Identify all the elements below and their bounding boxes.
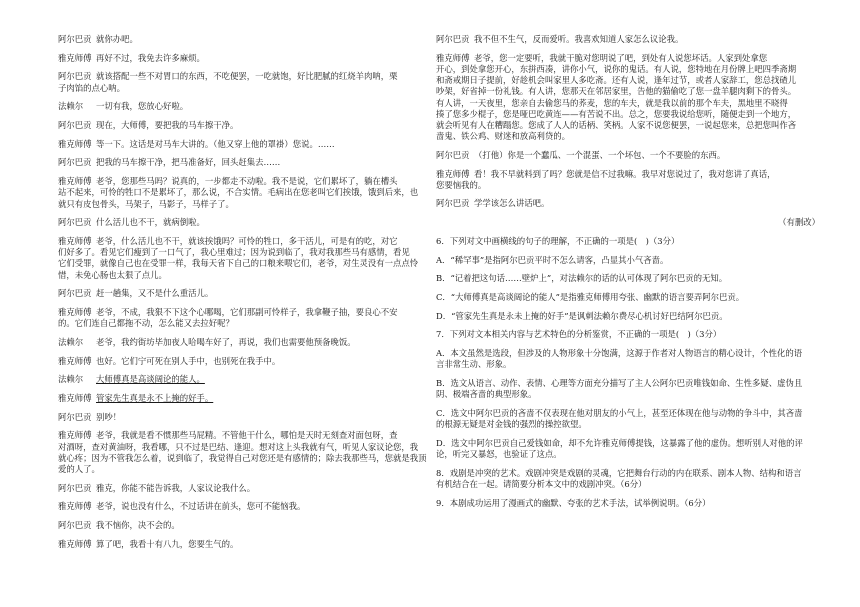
dialogue-paragraph (58, 53, 434, 64)
question-line: D．选文中阿尔巴贡自己爱钱如命，却不允许雅克师傅提钱，这暴露了他的虚伪。想听别人对他的评 (436, 437, 803, 448)
dialogue-line (58, 464, 434, 475)
dialogue-paragraph (58, 217, 434, 228)
dialogue-paragraph (58, 34, 434, 45)
dialogue-text: 们好多了。看见它们瘦到了一口气了，我心里难过；因为说到临了，我对我那些马有感情，看见 (58, 247, 410, 258)
question-line: 言非常生动、形象。 (436, 359, 512, 370)
speaker-name: 阿尔巴贡 (58, 520, 92, 531)
dialogue-line (58, 83, 434, 94)
dialogue-paragraph (58, 374, 434, 385)
dialogue-line (436, 131, 820, 142)
dialogue-text: 老爷，说也没有什么，不过话讲在前头，您可不能恼我。 (96, 501, 306, 512)
dialogue-text: 的。它们连自己都拖不动，怎么能又去拉好呢？ (58, 318, 234, 329)
speaker-name: 雅克师傅 (58, 138, 92, 149)
speaker-name: 阿尔巴贡 (58, 157, 92, 168)
dialogue-line (58, 139, 434, 150)
dialogue-text: 什么活儿也不干，就病倒啦。 (96, 217, 205, 228)
dialogue-paragraph (58, 139, 434, 150)
dialogue-paragraph (436, 169, 820, 191)
dialogue-text: 揍了您多少棍子，您是哑巴吃黄连——有苦说不出。总之，您要我说给您听，随便走到一个地方， (436, 108, 797, 119)
dialogue-text: 惜，未免心肠也太狠了点儿。 (58, 269, 167, 280)
dialogue-line (58, 307, 434, 318)
speaker-name: 法赖尔 (58, 336, 84, 347)
dialogue-line (58, 412, 434, 423)
question-line: C．“大师傅真是高谈阔论的能人”是指雅克师傅用夸张、幽默的语言要弄阿尔巴贡。 (436, 291, 745, 302)
right-column (436, 34, 820, 509)
speaker-name: 雅克师傅 (58, 538, 92, 549)
dialogue-text: 就该搭配一些不对胃口的东西，不吃便罢，一吃就饱，好比肥腻的红烧羊肉呐，栗 (96, 71, 398, 82)
speaker-name: 阿尔巴贡 (58, 288, 92, 299)
dialogue-line (58, 236, 434, 247)
dialogue-line (58, 187, 434, 198)
speaker-name: 阿尔巴贡 (436, 34, 470, 44)
question-item (436, 408, 820, 430)
dialogue-line (58, 453, 434, 464)
question-item (436, 273, 820, 284)
dialogue-paragraph (58, 412, 434, 423)
question-line: 论，听完又暴怒，也验证了这点。 (436, 448, 562, 459)
dialogue-paragraph (58, 157, 434, 168)
dialogue-line (58, 288, 434, 299)
dialogue-text: 老爷，我就是看不惯那些马屁精。不管他干什么，哪怕是天时无刻查对面包呀，查 (96, 430, 398, 441)
speaker-name: 阿尔巴贡 (58, 71, 92, 82)
dialogue-line (58, 247, 434, 258)
question-line: A．本文虽然是选段，但涉及的人物形象十分饱满，这源于作者对人物语言的精心设计，个性化的语 (436, 348, 803, 359)
dialogue-text: 也好。它们宁可死在别人手中，也别死在我手中。 (96, 355, 281, 366)
question-line: B．选文从语言、动作、表情、心理等方面充分描写了主人公阿尔巴贡唯钱如命、生性多疑、虚伪且 (436, 377, 803, 388)
dialogue-text: 就会听见有人在糟蹋您。您成了人人的话柄、笑柄。人家不说您便罢，一说起您来，总把您叫作吝 (436, 119, 797, 130)
dialogue-line (58, 270, 434, 281)
speaker-name: 阿尔巴贡 (58, 411, 92, 422)
dialogue-line (436, 150, 820, 161)
question-line: B．“记着把这句话……壁炉上”，对法赖尔的话的认可体现了阿尔巴贡的无知。 (436, 273, 728, 284)
dialogue-line (58, 337, 434, 348)
speaker-name: 雅克师傅 (58, 306, 92, 317)
dialogue-text: 和斋戒期日子提前，好趁机会叫家里人多吃斋。还有人说，逢年过节，或者人家辞工，您总找碴儿 (436, 75, 797, 86)
question-line: A．“稀罕事”是指阿尔巴贡平时不怎么请客，凸显其小气吝啬。 (436, 254, 669, 265)
dialogue-paragraph (58, 430, 434, 475)
dialogue-text: 站不起来，可怜的牲口不是累坏了，那么说，不合实情。毛病出在您老叫它们挨饿，饿到后来，也 (58, 187, 419, 198)
question-item (436, 236, 820, 247)
dialogue-paragraph (436, 198, 820, 209)
dialogue-line (58, 120, 434, 131)
dialogue-line (58, 217, 434, 228)
dialogue-paragraph (58, 356, 434, 367)
dialogue-text: 现在，大师傅，要把我的马车擦干净。 (96, 120, 239, 131)
source-note-text: （有删改） (778, 217, 820, 228)
dialogue-line (58, 34, 434, 45)
dialogue-text: 看！我不早就料到了吗？您就是信不过我嘛。我早对您说过了，我对您讲了真话， (474, 168, 776, 179)
dialogue-line (58, 157, 434, 168)
dialogue-text: 老爷，您一定要听，我就干脆对您明说了吧，到处有人说您坏话。人家到处拿您 (474, 52, 768, 63)
question-item (436, 329, 820, 340)
question-line: 有机结合在一起。请简要分析本文中的戏剧冲突。（6分） (436, 478, 647, 489)
dialogue-line (58, 356, 434, 367)
dialogue-line (58, 430, 434, 441)
question-line: 阴、极端吝啬的典型形象。 (436, 389, 537, 400)
dialogue-paragraph (58, 101, 434, 112)
speaker-name: 雅克师傅 (58, 52, 92, 63)
speaker-name: 雅克师傅 (58, 501, 92, 512)
dialogue-line (436, 109, 820, 120)
dialogue-line (436, 64, 820, 75)
speaker-name: 法赖尔 (58, 374, 84, 385)
dialogue-line (58, 199, 434, 210)
speaker-name: 雅克师傅 (436, 168, 470, 179)
dialogue-line (436, 169, 820, 180)
speaker-name: 法赖尔 (58, 101, 84, 112)
dialogue-text: 管家先生真是永不上掩的好手。 (96, 392, 214, 403)
dialogue-paragraph (58, 337, 434, 348)
dialogue-paragraph (58, 307, 434, 329)
dialogue-text: 老爷，您那些马吗？说真的，一步都走不动啦。我不是说，它们累坏了，躺在槽头 (96, 176, 398, 187)
dialogue-line (436, 180, 820, 191)
dialogue-line (436, 86, 820, 97)
dialogue-text: 一切有我，您放心好啦。 (96, 101, 189, 112)
dialogue-text: 大师傅真是高谈阔论的能人。 (96, 374, 205, 385)
speaker-name: 阿尔巴贡 (58, 482, 92, 493)
dialogue-text: 爱的人了。 (58, 463, 100, 474)
question-line: 的根源无疑是对金钱的强烈的操控欲望。 (436, 419, 587, 430)
question-item (436, 468, 820, 490)
dialogue-line (58, 71, 434, 82)
dialogue-paragraph (58, 71, 434, 93)
dialogue-text: 老爷，不成，我狠不下这个心哪喝，它们那副可怜样子，我拿鞭子抽，要良心不安 (96, 306, 398, 317)
speaker-name: 雅克师傅 (58, 430, 92, 441)
dialogue-line (436, 120, 820, 131)
dialogue-line (436, 75, 820, 86)
dialogue-line (58, 539, 434, 550)
dialogue-line (58, 258, 434, 269)
speaker-name: 阿尔巴贡 (58, 120, 92, 131)
dialogue-paragraph (58, 176, 434, 210)
dialogue-line (58, 374, 434, 385)
question-item (436, 255, 820, 266)
speaker-name: 阿尔巴贡 (58, 34, 92, 44)
dialogue-line (58, 393, 434, 404)
speaker-name: 雅克师傅 (58, 176, 92, 187)
dialogue-paragraph (58, 288, 434, 299)
question-line: 9．本剧成功运用了漫画式的幽默、夸张的艺术手法，试举例说明。（6分） (436, 497, 711, 508)
dialogue-line (58, 176, 434, 187)
dialogue-paragraph (58, 501, 434, 512)
dialogue-text: 我不但不生气，反而爱听。我喜欢知道人家怎么议论我。 (474, 34, 684, 44)
dialogue-text: 它们受罪，就像自己也在受罪一样，我每天省下自己的口粮来喂它们，老爷，对生灵没有一点点怜 (58, 258, 419, 269)
dialogue-line (436, 198, 820, 209)
dialogue-paragraph (58, 539, 434, 550)
dialogue-text: 我不恼你，决不会的。 (96, 520, 180, 531)
dialogue-text: 对酒呀，查对黄油呀，我看哪，只不过是巴结、逢迎。想对这上头我就有气，听见人家议论您，我 (58, 441, 419, 452)
dialogue-line (58, 101, 434, 112)
dialogue-paragraph (58, 483, 434, 494)
speaker-name: 阿尔巴贡 (436, 198, 470, 209)
dialogue-text: 吵架，好省掉一份礼钱。有人讲，您那天在邻居家里，告他的猫偷吃了您一盘羊腿肉剩下的骨头。 (436, 86, 797, 97)
dialogue-text: 开心，到处拿您开心，东拼西凑，讲你小气，说你的鬼话。有人说，您特地在月份牌上吧四季斋期 (436, 63, 797, 74)
dialogue-line (436, 98, 820, 109)
dialogue-paragraph (436, 53, 820, 143)
question-line: 6．下列对文中画横线的句子的理解，不正确的一项是( )（3分） (436, 235, 680, 246)
dialogue-text: 雅克，你能不能告诉我，人家议论我什么。 (96, 482, 256, 493)
dialogue-text: 老爷，我约街坊毕加夜人哈喝车好了，再说，我们也需要他预备晚饭。 (96, 336, 356, 347)
question-item (436, 438, 820, 460)
speaker-name: 雅克师傅 (436, 52, 470, 63)
question-item (436, 498, 820, 509)
dialogue-line (436, 34, 820, 45)
speaker-name: 雅克师傅 (58, 235, 92, 246)
dialogue-text: 就心疼；因为不管我怎么着，说到临了，我觉得自己对您还是有感情的；除去我那些马，您就是我顶 (58, 452, 427, 463)
dialogue-paragraph (58, 520, 434, 531)
dialogue-text: 啬鬼、铁公鸡、财迷和放高利贷的。 (436, 131, 570, 142)
dialogue-paragraph (436, 34, 820, 45)
speaker-name: 阿尔巴贡 (436, 149, 470, 160)
dialogue-line (58, 483, 434, 494)
dialogue-text: 把我的马车擦干净，把马准备好，回头赶集去…… (96, 157, 281, 168)
question-item (436, 311, 820, 322)
dialogue-text: 就只有皮包骨头，马架子，马影子，马样子了。 (58, 198, 234, 209)
question-line: 8．戏剧是冲突的艺术。戏剧冲突是戏剧的灵魂，它把舞台行动的内在联系、剧本人物、结构和语言 (436, 467, 802, 478)
dialogue-paragraph (58, 393, 434, 404)
speaker-name: 雅克师傅 (58, 392, 92, 403)
speaker-name: 雅克师傅 (58, 355, 92, 366)
question-item (436, 378, 820, 400)
dialogue-paragraph (436, 150, 820, 161)
dialogue-text: 有人讲，一天夜里，您亲自去偷您马的荞麦，您的车夫，就是我以前的那个车夫，黑地里不晓得 (436, 97, 788, 108)
dialogue-text: 学学该怎么讲话吧。 (474, 198, 550, 209)
dialogue-line (58, 442, 434, 453)
dialogue-text: 别吵！ (96, 411, 122, 422)
question-item (436, 292, 820, 303)
dialogue-paragraph (58, 236, 434, 281)
dialogue-line (58, 501, 434, 512)
dialogue-text: （打他）你是一个蠢瓜、一个混蛋、一个坏包、一个不要脸的东西。 (474, 149, 726, 160)
dialogue-line (58, 520, 434, 531)
left-column (58, 34, 434, 550)
speaker-name: 阿尔巴贡 (58, 217, 92, 228)
dialogue-text: 老爷，什么活儿也不干，就该挨饿吗？可怜的牲口，多干活儿，可是有的吃，对它 (96, 235, 398, 246)
dialogue-text: 再好不过，我免去许多麻烦。 (96, 52, 205, 63)
source-note (436, 217, 820, 228)
dialogue-line (58, 318, 434, 329)
question-line: C．选文中阿尔巴贡的吝啬不仅表现在他对朋友的小气上，甚至还体现在他与动物的争斗中，其吝啬 (436, 407, 803, 418)
question-line: D．“管家先生真是永未上掩的好手”是讽刺法赖尔费尽心机讨好巴结阿尔巴贡。 (436, 310, 728, 321)
dialogue-text: 子肉馅的点心呐。 (58, 82, 125, 93)
dialogue-text: 您要恼我的。 (436, 179, 487, 190)
question-line: 7．下列对文本相关内容与艺术特色的分析鉴赏，不正确的一项是( )（3分） (436, 329, 722, 340)
dialogue-text: 就你办吧。 (96, 34, 138, 44)
dialogue-line (436, 53, 820, 64)
dialogue-text: 算了吧，我看十有八九，您要生气的。 (96, 538, 239, 549)
question-item (436, 348, 820, 370)
dialogue-text: 等一下。这话是对马车大讲的。（他又穿上他的罩褂）您说。…… (96, 138, 335, 149)
dialogue-paragraph (58, 120, 434, 131)
dialogue-text: 赶一趟集，又不是什么重活儿。 (96, 288, 214, 299)
dialogue-line (58, 53, 434, 64)
